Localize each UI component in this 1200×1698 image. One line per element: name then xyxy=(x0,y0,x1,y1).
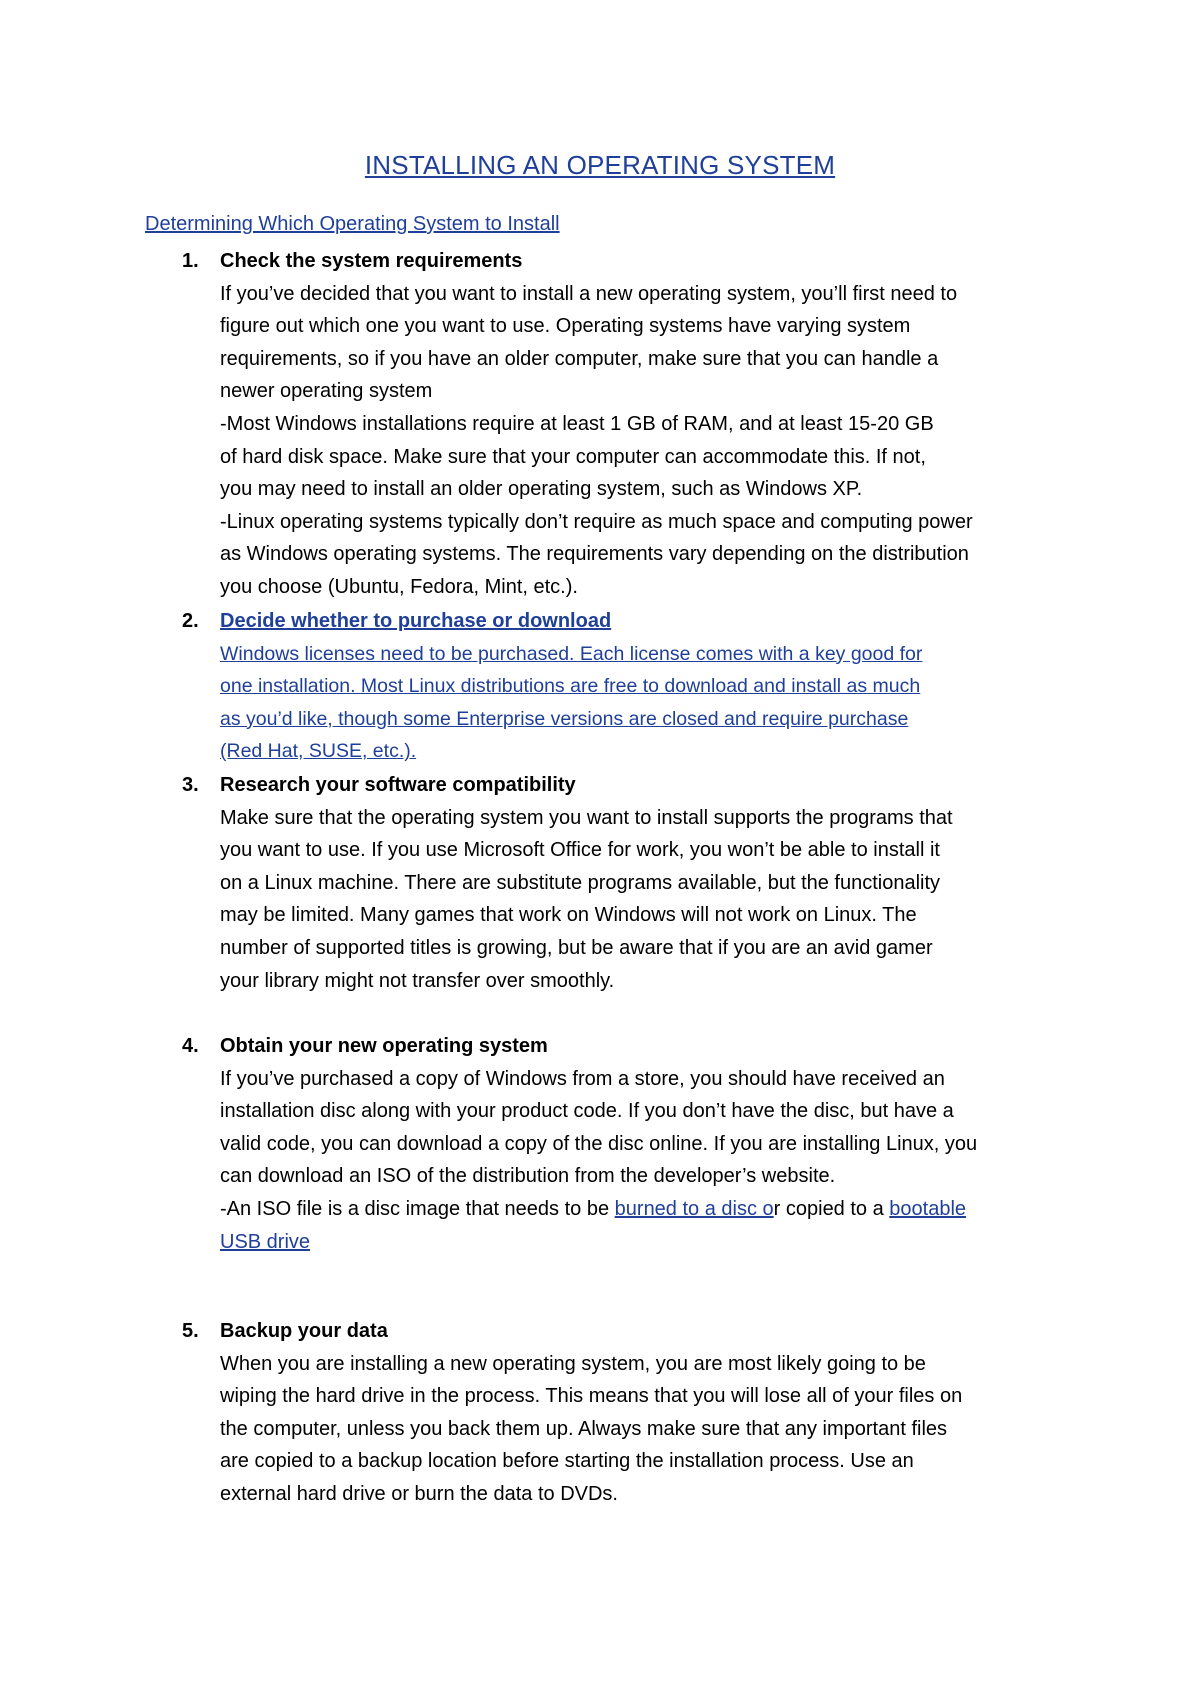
list-number: 2. xyxy=(182,610,199,632)
text-line: requirements, so if you have an older computer, make sure that you can handle a xyxy=(220,347,939,370)
purchase-or-download-link[interactable] xyxy=(220,605,1080,768)
text-line: wiping the hard drive in the process. This means that you will lose all of your files on xyxy=(220,1385,963,1408)
list-number: 4. xyxy=(182,1035,199,1057)
text-line: of hard disk space. Make sure that your computer can accommodate this. If not, xyxy=(220,445,926,468)
item-heading: Backup your data xyxy=(220,1320,388,1342)
text-line: your library might not transfer over smoothly. xyxy=(220,969,615,992)
list-item-body xyxy=(220,769,1080,997)
text-line: external hard drive or burn the data to DVDs. xyxy=(220,1482,618,1505)
item-heading: Check the system requirements xyxy=(220,250,523,272)
text-line: figure out which one you want to use. Operating systems have varying system xyxy=(220,315,911,338)
text-line: are copied to a backup location before starting the installation process. Use an xyxy=(220,1450,914,1473)
text-line[interactable]: as you’d like, though some Enterprise versions are closed and require purchase xyxy=(220,707,909,730)
text-line: If you’ve purchased a copy of Windows from a store, you should have received an xyxy=(220,1067,945,1090)
text-line: number of supported titles is growing, but be aware that if you are an avid gamer xyxy=(220,936,933,959)
item-heading: Obtain your new operating system xyxy=(220,1035,548,1057)
text-line: may be limited. Many games that work on Windows will not work on Linux. The xyxy=(220,904,917,927)
item-heading: Research your software compatibility xyxy=(220,774,576,796)
item-heading[interactable]: Decide whether to purchase or download xyxy=(220,610,612,632)
text-line: you may need to install an older operating system, such as Windows XP. xyxy=(220,478,863,501)
page-title: INSTALLING AN OPERATING SYSTEM xyxy=(364,150,836,180)
iso-line-continued xyxy=(220,1226,1080,1259)
list-item-body xyxy=(220,1030,1080,1258)
iso-line xyxy=(220,1193,1080,1226)
text-line: -Linux operating systems typically don’t require as much space and computing power xyxy=(220,510,973,533)
text-line[interactable]: Windows licenses need to be purchased. Each license comes with a key good for xyxy=(220,642,923,665)
burned-to-disc-link[interactable]: burned to a disc o xyxy=(614,1197,774,1220)
text-line: -Most Windows installations require at least 1 GB of RAM, and at least 15-20 GB xyxy=(220,412,934,435)
text-line: When you are installing a new operating system, you are most likely going to be xyxy=(220,1352,926,1375)
text-line: you choose (Ubuntu, Fedora, Mint, etc.). xyxy=(220,575,578,598)
list-item-body xyxy=(220,1315,1080,1511)
text-line[interactable]: (Red Hat, SUSE, etc.). xyxy=(220,740,417,763)
list-number: 3. xyxy=(182,774,199,796)
text-line: Make sure that the operating system you want to install supports the programs that xyxy=(220,806,953,829)
text-line: newer operating system xyxy=(220,380,433,403)
bootable-usb-link[interactable]: bootable xyxy=(889,1197,967,1220)
text-line: can download an ISO of the distribution from the developer’s website. xyxy=(220,1165,836,1188)
list-item-body xyxy=(220,245,1080,604)
text-line: installation disc along with your product code. If you don’t have the disc, but have a xyxy=(220,1100,954,1123)
text-line[interactable]: one installation. Most Linux distributions are free to download and install as much xyxy=(220,675,921,698)
iso-text-prefix: -An ISO file is a disc image that needs to be xyxy=(220,1197,615,1220)
text-line: If you’ve decided that you want to install a new operating system, you’ll first need to xyxy=(220,282,958,305)
text-line: as Windows operating systems. The requirements vary depending on the distribution xyxy=(220,543,969,566)
text-line: valid code, you can download a copy of the disc online. If you are installing Linux, you xyxy=(220,1132,978,1155)
bootable-usb-link-continued[interactable]: USB drive xyxy=(220,1230,311,1253)
iso-text-middle: r copied to a xyxy=(773,1197,890,1220)
text-line: the computer, unless you back them up. Always make sure that any important files xyxy=(220,1417,948,1440)
section-heading-link[interactable]: Determining Which Operating System to Install xyxy=(145,213,560,235)
text-line: on a Linux machine. There are substitute programs available, but the functionality xyxy=(220,871,941,894)
list-number: 5. xyxy=(182,1320,199,1342)
text-line: you want to use. If you use Microsoft Office for work, you won’t be able to install it xyxy=(220,839,940,862)
list-number: 1. xyxy=(182,250,199,272)
